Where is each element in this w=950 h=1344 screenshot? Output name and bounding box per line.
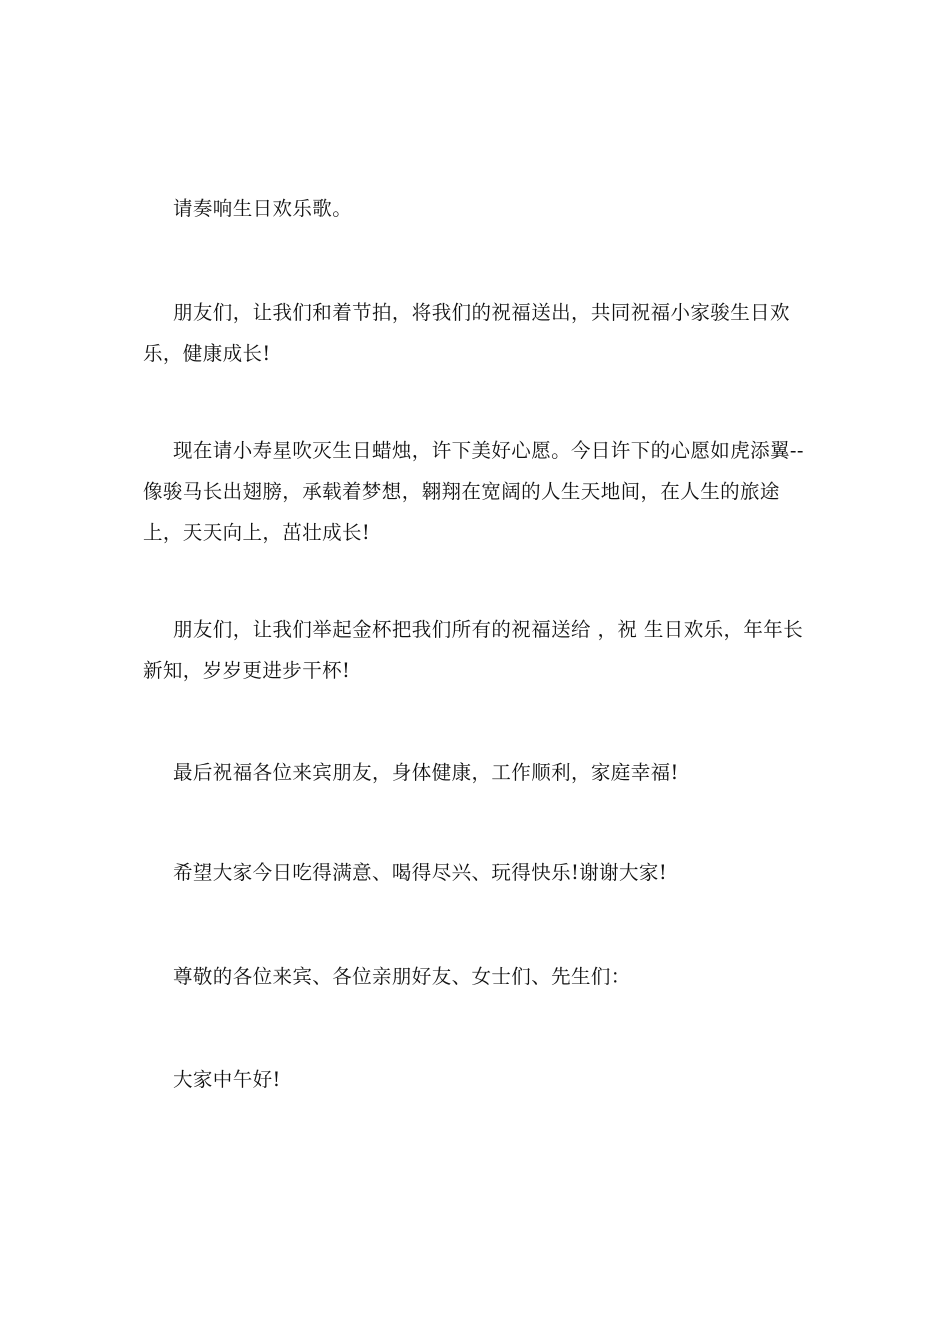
paragraph-toast: 朋友们，让我们举起金杯把我们所有的祝福送给 ，祝 生日欢乐，年年长新知，岁岁更进步干杯! bbox=[143, 618, 804, 682]
paragraph-play-birthday-song: 请奏响生日欢乐歌。 bbox=[173, 197, 353, 220]
paragraph-final-wishes: 最后祝福各位来宾朋友，身体健康，工作顺利，家庭幸福! bbox=[173, 761, 679, 784]
paragraph-thanks: 希望大家今日吃得满意、喝得尽兴、玩得快乐!谢谢大家! bbox=[173, 861, 668, 884]
paragraph-good-afternoon: 大家中午好! bbox=[173, 1068, 281, 1091]
paragraph-send-wishes: 朋友们，让我们和着节拍，将我们的祝福送出，共同祝福小家骏生日欢乐，健康成长! bbox=[143, 301, 790, 365]
paragraph-greeting-guests: 尊敬的各位来宾、各位亲朋好友、女士们、先生们： bbox=[173, 965, 631, 988]
paragraph-blow-candles: 现在请小寿星吹灭生日蜡烛，许下美好心愿。今日许下的心愿如虎添翼--像骏马长出翅膀，承载着梦想，翱翔在宽阔的人生天地间，在人生的旅途上，天天向上，茁壮成长! bbox=[143, 439, 804, 544]
